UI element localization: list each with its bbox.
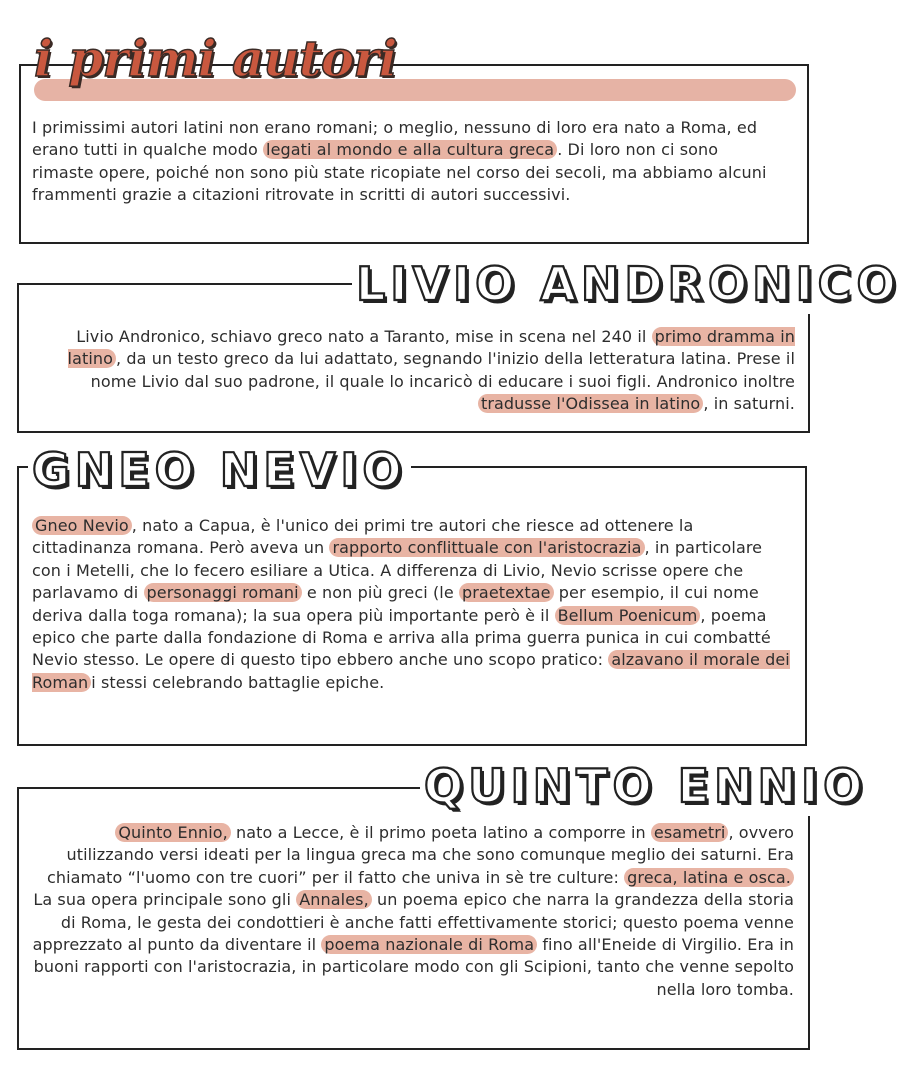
ennio-highlight-3: greca, latina e osca.: [624, 868, 794, 887]
livio-heading: LIVIO ANDRONICO: [352, 254, 905, 314]
nevio-paragraph: [32, 515, 792, 694]
ennio-highlight-1: Quinto Ennio,: [115, 823, 230, 842]
nevio-highlight-4: praetextae: [459, 583, 554, 602]
ennio-highlight-4: Annales,: [296, 890, 372, 909]
ennio-highlight-2: esametri: [651, 823, 729, 842]
nevio-text-6: i stessi celebrando battaglie epiche.: [91, 672, 385, 692]
ennio-text-4: un poema epico che narra la grandezza della storia di Roma, le gesta dei condottieri è anche fatti effettivamente storici; questo poema venne apprezzato al punto da diventare il: [32, 890, 794, 955]
intro-text-1: I primissimi autori latini non erano romani; o meglio, nessuno di loro era nato a Roma, ed erano tutti in qualche modo: [32, 118, 758, 160]
ennio-highlight-5: poema nazionale di Roma: [321, 935, 537, 954]
nevio-highlight-5: Bellum Poenicum: [555, 606, 701, 625]
nevio-highlight-3: personaggi romani: [144, 583, 302, 602]
nevio-highlight-1: Gneo Nevio: [32, 516, 132, 535]
livio-paragraph: [40, 326, 795, 416]
nevio-text-5: , poema epico che parte dalla fondazione di Roma e arriva alla prima guerra punica in cui combatté Nevio stesso. Le opere di questo tipo ebbero anche uno scopo pratico:: [32, 605, 771, 670]
ennio-text-2: , ovvero utilizzando versi ideati per la lingua greca ma che sono comunque meglio dei saturni. Era chiamato “l'uomo con tre cuori” per il fatto che univa in sè tre culture:: [46, 823, 794, 887]
livio-highlight-1: primo dramma in latino: [67, 327, 795, 369]
intro-paragraph: [32, 117, 777, 207]
nevio-text-1: , nato a Capua, è l'unico dei primi tre autori che riesce ad ottenere la cittadinanza romana. Però aveva un: [32, 516, 694, 558]
intro-highlight-1: legati al mondo e alla cultura greca: [263, 140, 557, 159]
nevio-text-3: e non più greci (le: [301, 583, 459, 603]
ennio-text-1: nato a Lecce, è il primo poeta latino a comporre in: [230, 823, 651, 842]
livio-text-1: Livio Andronico, schiavo greco nato a Taranto, mise in scena nel 240 il: [76, 327, 652, 346]
page-title: i primi autori: [34, 29, 397, 88]
nevio-highlight-2: rapporto conflittuale con l'aristocrazia: [329, 538, 644, 557]
livio-text-3: , in saturni.: [703, 394, 795, 414]
livio-text-2: , da un testo greco da lui adattato, segnando l'inizio della letteratura latina. Prese il nome Livio dal suo padrone, il quale lo incaricò di educare i suoi figli. Andronico inoltre: [90, 349, 795, 391]
nevio-text-4: per esempio, il cui nome deriva dalla toga romana); la sua opera più importante però è il: [32, 583, 759, 625]
intro-text-2: . Di loro non ci sono rimaste opere, poiché non sono più state ricopiate nel corso dei secoli, ma abbiamo alcuni frammenti grazie a citazioni ritrovate in scritti di autori successivi.: [32, 140, 767, 205]
nevio-text-2: , in particolare con i Metelli, che lo fecero esiliare a Utica. A differenza di Livio, Nevio scrisse opere che parlavamo di: [32, 538, 763, 603]
ennio-heading: QUINTO ENNIO: [420, 756, 871, 816]
ennio-paragraph: [32, 822, 794, 1001]
livio-highlight-2: tradusse l'Odissea in latino: [478, 394, 703, 413]
nevio-highlight-6: alzavano il morale dei Roman: [32, 650, 790, 692]
nevio-heading: GNEO NEVIO: [28, 440, 411, 500]
ennio-text-3: La sua opera principale sono gli: [33, 890, 297, 910]
ennio-text-5: fino all'Eneide di Virgilio. Era in buoni rapporti con l'aristocrazia, in particolare modo con gli Scipioni, tanto che venne sepolto nella loro tomba.: [33, 935, 794, 999]
